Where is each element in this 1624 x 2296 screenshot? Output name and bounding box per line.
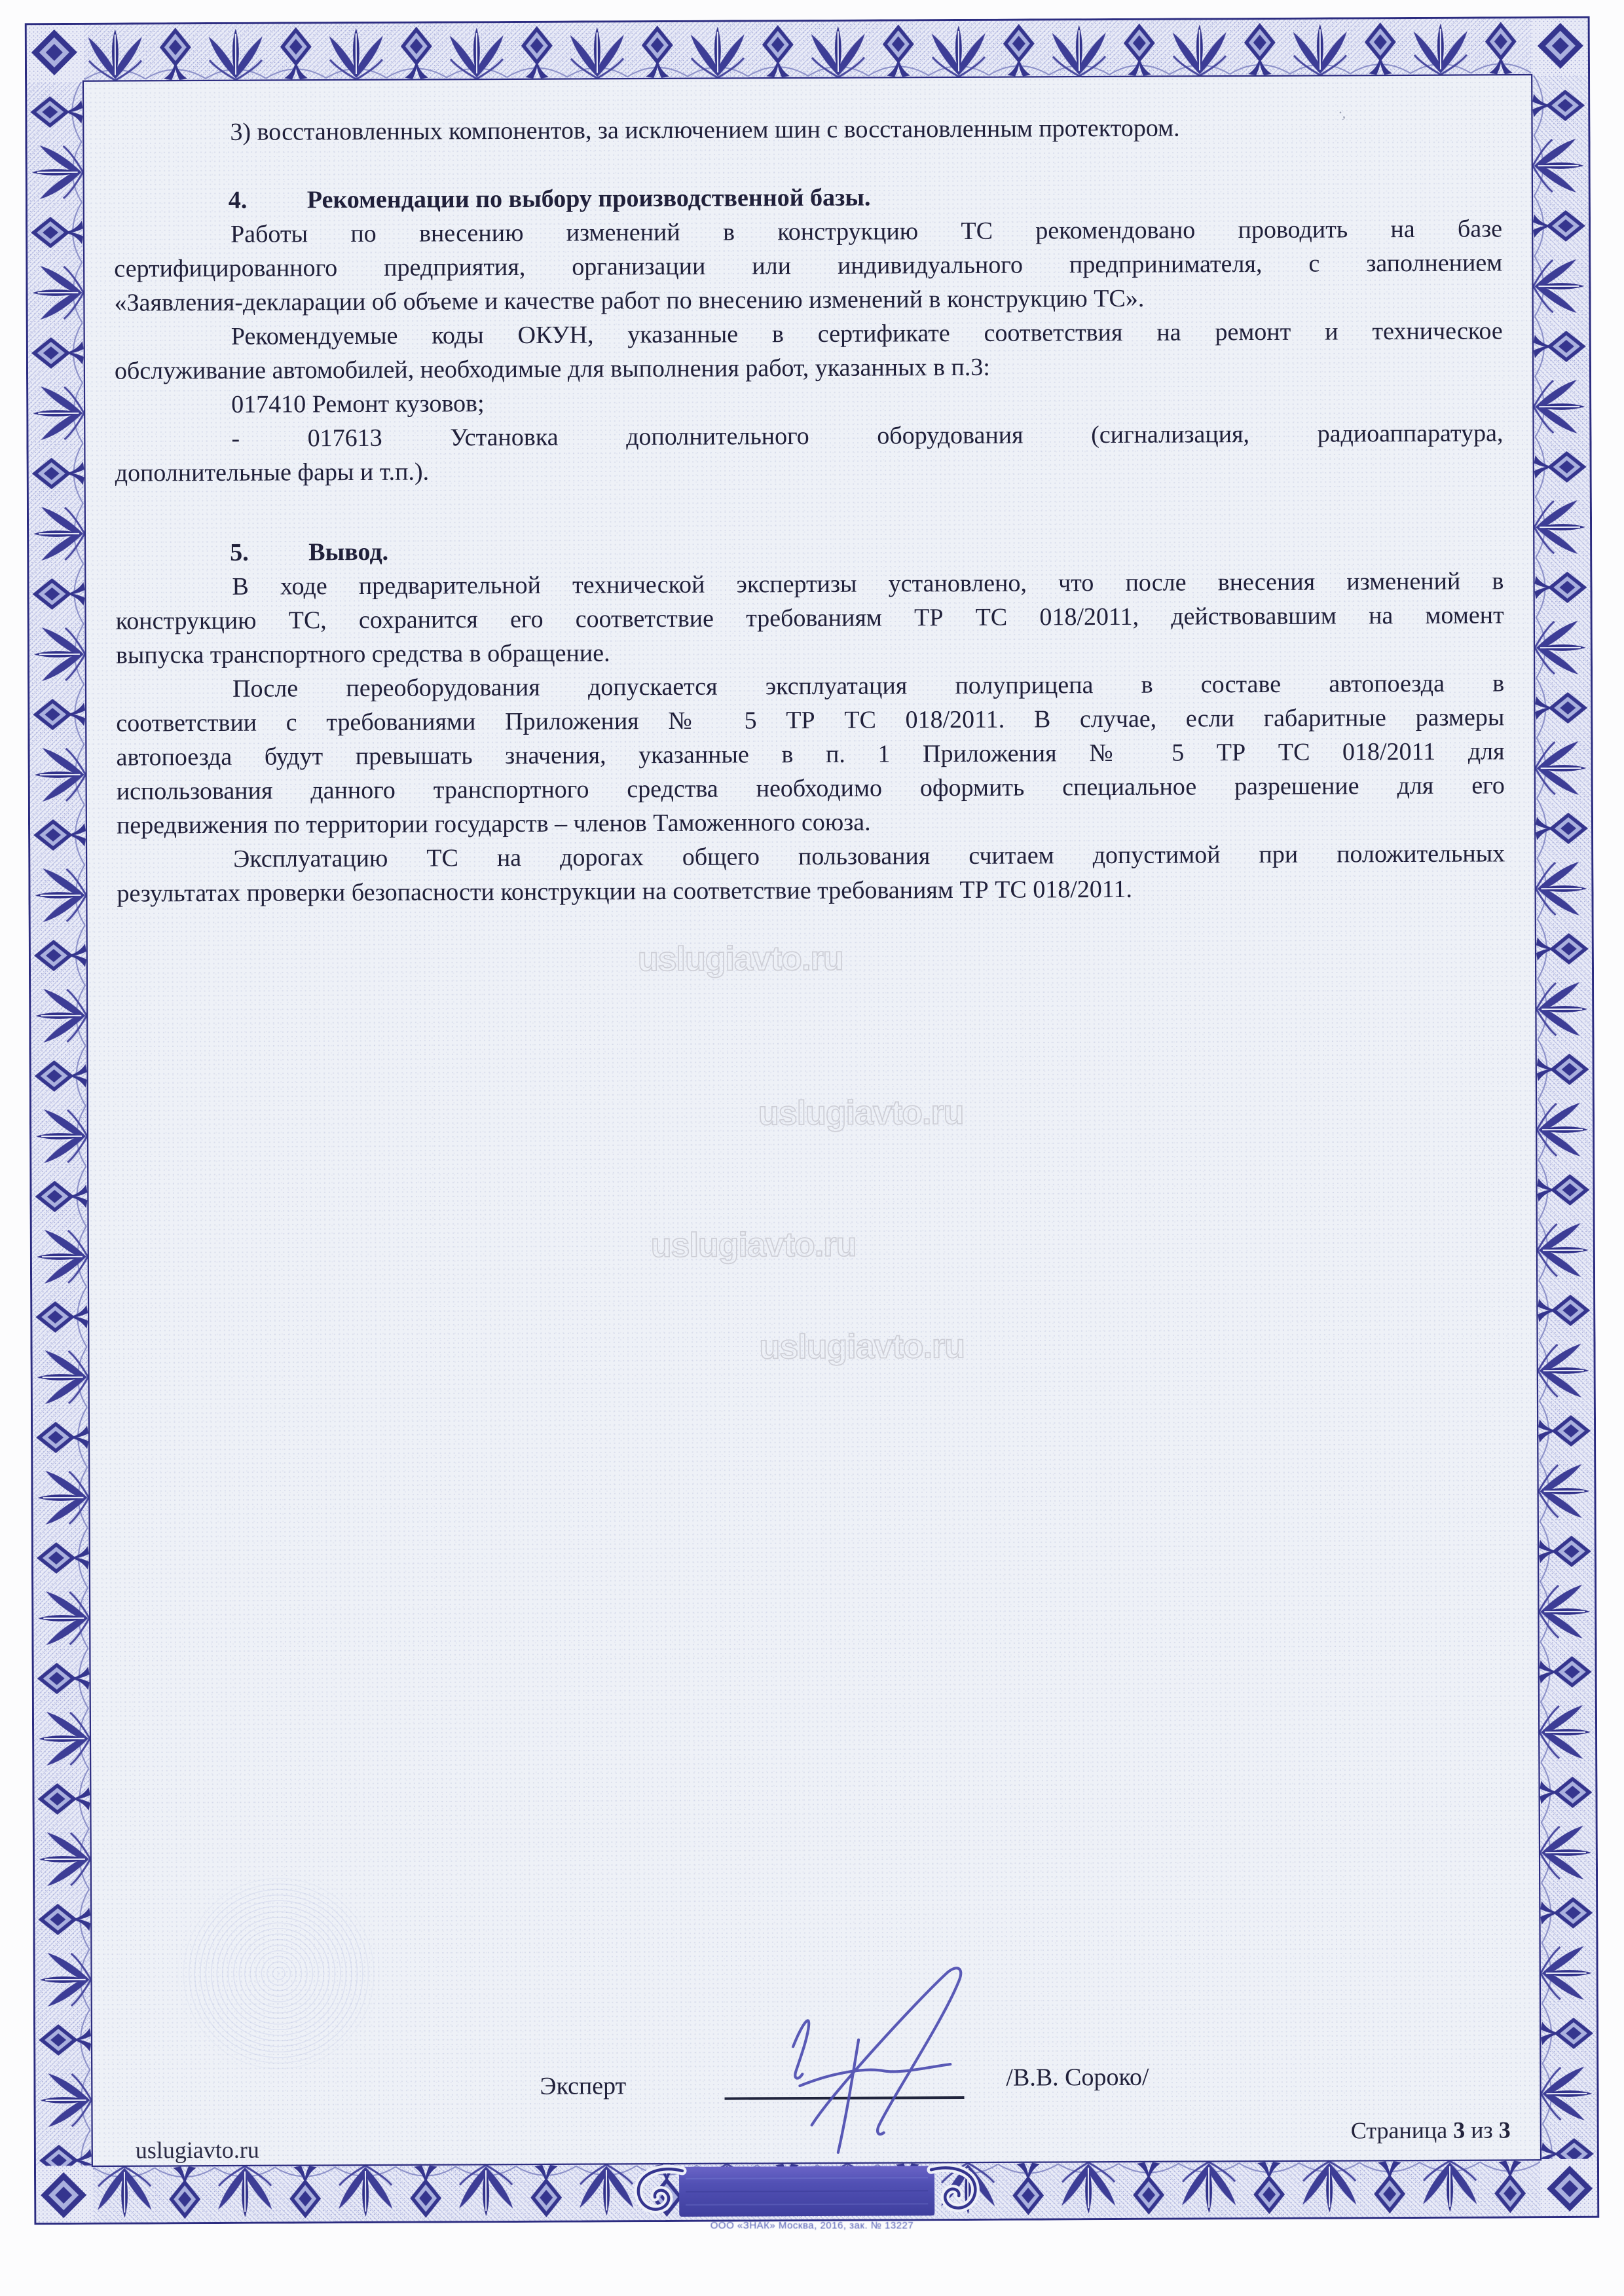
s5-p2-line4: использования данного транспортного средства необходимо оформить специальное разрешение для его <box>116 771 1505 805</box>
s5-p1-line2: конструкцию ТС, сохранится его соответствие требованиям ТР ТС 018/2011, действовавшим на момент <box>115 601 1504 635</box>
signer-name: /В.В. Сороко/ <box>1006 2063 1149 2092</box>
s5-p2-line2: соответствии с требованиями Приложения № 5 ТР ТС 018/2011. В случае, если габаритные размеры <box>116 703 1505 737</box>
section5-heading <box>115 530 1504 570</box>
intro-line: 3) восстановленных компонентов, за исключением шин с восстановленным протектором. <box>230 114 1180 146</box>
s5-p3-line1: Эксплуатацию ТС на дорогах общего пользования считаем допустимой при положительных <box>233 840 1505 873</box>
scan-smudge: ·, <box>1337 103 1348 122</box>
page-number-total: 3 <box>1498 2117 1511 2143</box>
spacer <box>115 484 1504 536</box>
s5-p2-line3: автопоезда будут превышать значения, указанные в п. 1 Приложения № 5 ТР ТС 018/2011 для <box>116 737 1505 771</box>
s5-p2-line5: передвижения по территории государств – членов Таможенного союза. <box>116 808 871 840</box>
page-number-of: из <box>1471 2117 1493 2143</box>
s5-p3-line2: результатах проверки безопасности конструкции на соответствие требованиям ТР ТС 018/2011. <box>117 875 1133 908</box>
watermark-3: uslugiavto.ru <box>650 1225 857 1265</box>
border-corner-bottom-left <box>34 2166 93 2225</box>
border-corner-top-left <box>25 23 84 82</box>
page-number <box>1351 2116 1511 2144</box>
signature-scribble <box>754 1961 990 2165</box>
border-corner-top-right <box>1531 16 1590 75</box>
s5-p2-line1: После переоборудования допускается эксплуатация полуприцепа в составе автопоезда в <box>232 669 1505 703</box>
watermark-4: uslugiavto.ru <box>759 1327 965 1367</box>
s4-p2-line1: Рекомендуемые коды ОКУН, указанные в сертификате соответствия на ремонт и техническое <box>231 317 1503 350</box>
page-number-prefix: Страница <box>1350 2117 1448 2144</box>
s4-item2-line2: дополнительные фары и т.п.). <box>115 458 430 487</box>
bottom-center-ornament-panel <box>638 2166 976 2217</box>
signature-ink <box>838 2040 859 2153</box>
signature-ink <box>793 2020 809 2078</box>
section4-number: 4. <box>228 186 248 214</box>
page-number-current: 3 <box>1453 2117 1466 2143</box>
expert-label: Эксперт <box>540 2072 627 2100</box>
section4-heading <box>114 177 1502 217</box>
site-footer: uslugiavto.ru <box>135 2136 259 2164</box>
border-corner-bottom-right <box>1540 2159 1599 2218</box>
s4-p1-line2: сертифицированного предприятия, организации или индивидуального предпринимателя, с заполнением <box>114 249 1503 283</box>
s4-p1-line1: Работы по внесению изменений в конструкцию ТС рекомендовано проводить на базе <box>230 215 1503 248</box>
s5-p1-line1: В ходе предварительной технической экспертизы установлено, что после внесения изменений в <box>232 567 1504 601</box>
s4-p2-line2: обслуживание автомобилей, необходимые для выполнения работ, указанных в п.3: <box>114 353 990 385</box>
s4-item2-line1: - 017613 Установка дополнительного оборудования (сигнализация, радиоаппаратура, <box>231 419 1504 453</box>
signature-ink <box>800 2064 950 2086</box>
watermark-1: uslugiavto.ru <box>637 939 843 979</box>
section4-title: Рекомендации по выбору производственной базы. <box>306 183 871 214</box>
border-left-band <box>25 82 93 2166</box>
document-text <box>113 109 1505 910</box>
s4-p1-line3: «Заявления-декларации об объеме и качестве работ по внесению изменений в конструкцию ТС». <box>114 284 1145 317</box>
printer-imprint: ООО «ЗНАК» Москва, 2016, зак. № 13227 <box>710 2220 914 2231</box>
signature-ink <box>811 1968 962 2134</box>
guilloche-rosette <box>177 1872 380 2075</box>
section5-title: Вывод. <box>308 538 389 566</box>
certificate-sheet <box>25 16 1600 2225</box>
watermark-2: uslugiavto.ru <box>758 1093 964 1133</box>
section5-number: 5. <box>230 538 249 566</box>
s5-p1-line3: выпуска транспортного средства в обращение. <box>115 639 610 669</box>
s4-item1: 017410 Ремонт кузовов; <box>231 390 485 418</box>
border-right-band <box>1531 75 1599 2159</box>
border-top-band <box>25 16 1590 82</box>
spacer <box>114 143 1502 183</box>
